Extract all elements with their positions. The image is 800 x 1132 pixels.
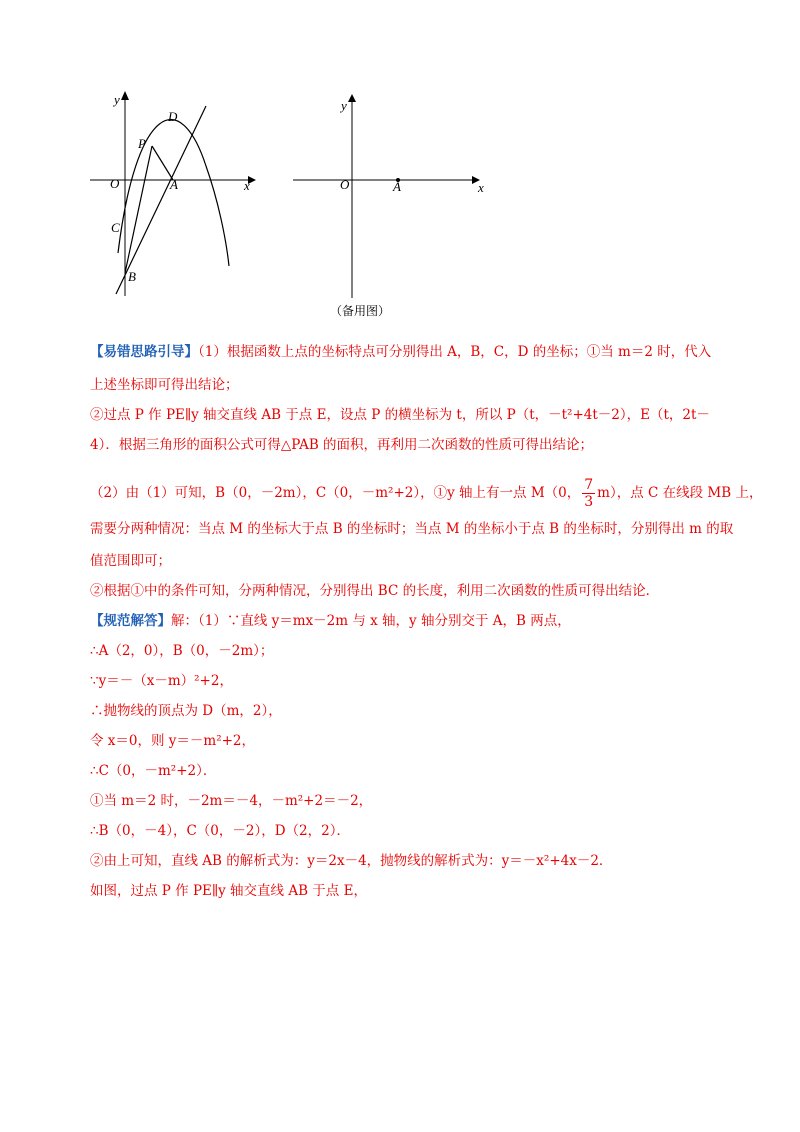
label-b: B xyxy=(128,269,136,284)
solution-line-1: 【规范解答】解：（1）∵直线 y＝mx－2m 与 x 轴，y 轴分别交于 A，B 两点， xyxy=(90,613,571,629)
line-ab xyxy=(116,106,206,294)
label-y: y xyxy=(114,92,120,107)
label-a: A xyxy=(393,179,401,194)
hint-line-1: 【易错思路引导】（1）根据函数上点的坐标特点可分别得出 A，B，C，D 的坐标；①当 m＝2 时，代入 xyxy=(90,344,712,360)
label-y: y xyxy=(341,98,347,113)
label-a: A xyxy=(170,177,178,192)
solution-line-8: ∴B（0，－4），C（0，－2），D（2，2）． xyxy=(90,823,350,839)
solution-line-7: ①当 m＝2 时，－2m＝－4，－m²+2＝－2， xyxy=(90,793,373,809)
solution-line-6: ∴C（0，－m²+2）． xyxy=(90,763,217,779)
hint-label: 【易错思路引导】 xyxy=(90,344,198,360)
hint-line-6: 需要分两种情况：当点 M 的坐标大于点 B 的坐标时；当点 M 的坐标小于点 B 的坐标时，分别得出 m 的取 xyxy=(90,521,734,537)
solution-line-3: ∵y＝－（x－m）²+2， xyxy=(90,673,233,689)
solution-line-2: ∴A（2，0），B（0，－2m）； xyxy=(90,643,274,659)
label-p: P xyxy=(138,136,146,151)
hint-line-4: 4）．根据三角形的面积公式可得△PAB 的面积，再利用二次函数的性质可得出结论； xyxy=(90,437,594,453)
solution-line-9: ②由上可知，直线 AB 的解析式为：y＝2x－4，抛物线的解析式为：y＝－x²+4x－2． xyxy=(90,853,613,869)
segment-pb xyxy=(125,146,152,273)
fraction-7-3: $\frac{7}{3}$ xyxy=(584,477,594,510)
hint-line-5: （2）由（1）可知，B（0，－2m），C（0，－m²+2），①y 轴上有一点 M（0， $\frac{7}{3}$ m），点 C 在线段 MB 上， xyxy=(90,477,763,510)
solution-line-5: 令 x＝0，则 y＝－m²+2， xyxy=(90,733,256,749)
label-x: x xyxy=(478,180,484,195)
backup-figure xyxy=(290,92,490,302)
y-axis-arrow xyxy=(348,94,356,102)
solution-line-4: ∴抛物线的顶点为 D（m，2）， xyxy=(90,703,282,719)
parabola-figure xyxy=(88,88,268,300)
hint-line-2: 上述坐标即可得出结论； xyxy=(90,377,239,393)
segment-pa xyxy=(152,146,173,180)
label-x: x xyxy=(244,178,250,193)
solution-label: 【规范解答】 xyxy=(90,613,171,629)
figure-caption: （备用图） xyxy=(330,304,391,318)
hint-line-7: 值范围即可； xyxy=(90,553,171,569)
label-o: O xyxy=(340,177,350,192)
solution-line-10: 如图，过点 P 作 PE∥y 轴交直线 AB 于点 E， xyxy=(90,883,367,899)
y-axis-arrow xyxy=(121,91,129,100)
parabola-curve xyxy=(118,120,229,266)
hint-line-8: ②根据①中的条件可知，分两种情况，分别得出 BC 的长度，利用二次函数的性质可得出结论． xyxy=(90,583,660,599)
label-c: C xyxy=(111,220,120,235)
label-o: O xyxy=(110,176,120,191)
hint-line-3: ②过点 P 作 PE∥y 轴交直线 AB 于点 E，设点 P 的横坐标为 t，所以 P（t，－t²+4t－2），E（t，2t－ xyxy=(90,407,710,423)
label-d: D xyxy=(168,109,178,124)
